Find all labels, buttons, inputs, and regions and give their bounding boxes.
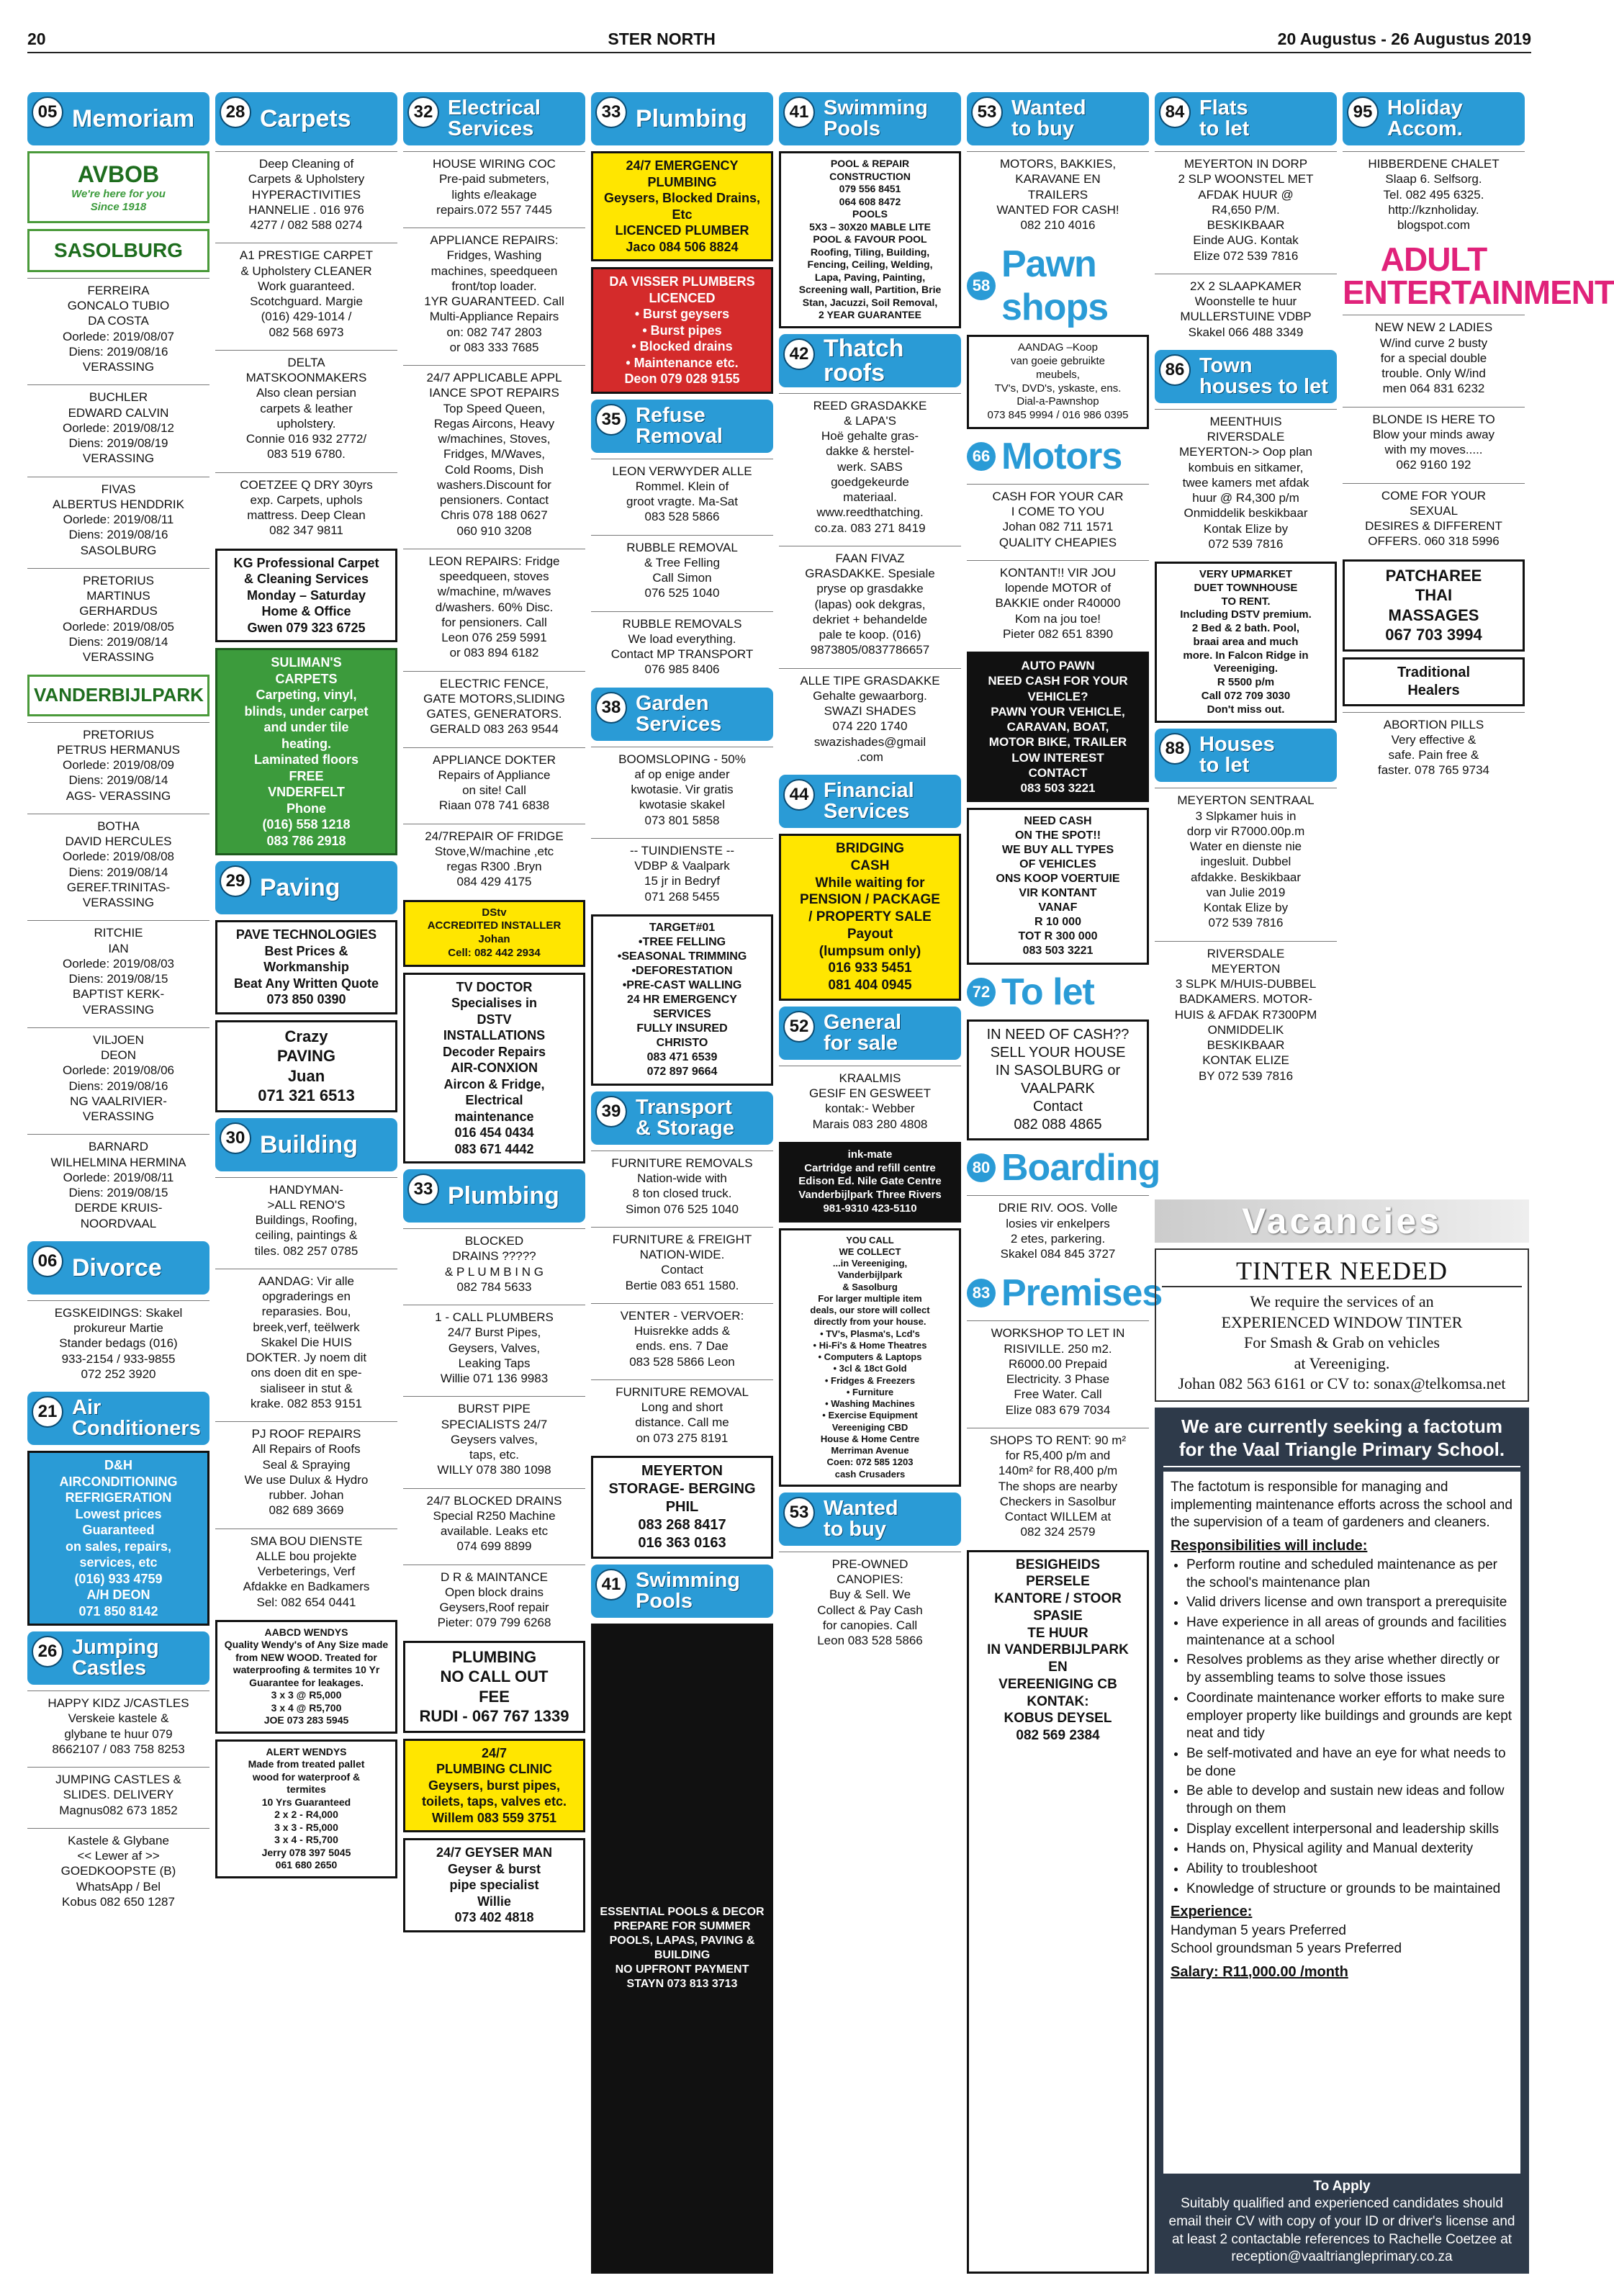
column-1 (27, 92, 209, 2274)
death-notice: VILJOEN DEON Oorlede: 2019/08/06 Diens: 2019/08/16 NG VAALRIVIER- VERASSING (27, 1027, 209, 1129)
pave-tech-ad: PAVE TECHNOLOGIES Best Prices & Workmanship Beat Any Written Quote 073 850 0390 (215, 920, 397, 1014)
death-notice: FERREIRA GONCALO TUBIO DA COSTA Oorlede: 2019/08/07 Diens: 2019/08/16 VERASSING (27, 278, 209, 379)
adult-ad: COME FOR YOUR SEXUAL DESIRES & DIFFERENT OFFERS. 060 318 5996 (1343, 483, 1525, 554)
section-town: 86 Town houses to let (1155, 350, 1337, 403)
experience-heading: Experience: (1171, 1904, 1253, 1920)
list-item: • Coordinate maintenance worker efforts to make sure employer property like buildings and grounds are kept neat and tidy (1186, 1690, 1513, 1743)
refuse-ad: LEON VERWYDER ALLE Rommel. Klein of groot vragte. Ma-Sat 083 528 5866 (591, 459, 773, 529)
section-swimming: 41 Swimming Pools (779, 92, 961, 145)
death-notice: PRETORIUS MARTINUS GERHARDUS Oorlede: 2019/08/05 Diens: 2019/08/14 VERASSING (27, 568, 209, 670)
section-carpets: 28 Carpets (215, 92, 397, 145)
plumbing-no-callout-ad: PLUMBING NO CALL OUT FEE RUDI - 067 767 1339 (403, 1641, 585, 1733)
factotum-title: We are currently seeking a factotum for the Vaal Triangle Primary School. (1163, 1415, 1520, 1467)
pool-repair-ad: POOL & REPAIR CONSTRUCTION 079 556 8451 064 608 8472 POOLS 5X3 – 30X20 MABLE LITE POOL & FAVOUR POOL Roofing, Tiling, Building, Fencing, Ceiling, Welding, Lapa, Paving, Painting, Screening wall, Partition, Brie Stan, Jacuzzi, Soil Removal, 2 YEAR GUARANTEE (779, 151, 961, 328)
death-notice: BUCHLER EDWARD CALVIN Oorlede: 2019/08/12 Diens: 2019/08/19 VERASSING (27, 384, 209, 470)
traditional-healers-ad: Traditional Healers (1343, 657, 1525, 706)
page-number: 20 (27, 30, 46, 48)
thatch-ad: FAAN FIVAZ GRASDAKKE. Spesiale pryse op grasdakke (lapas) ook dekgras, dekriet + behandelde pale te koop. (016) 9873805/0837786657 (779, 546, 961, 662)
kraalmis-ad: KRAALMIS GESIF EN GESWEET kontak:- Webber Marais 083 280 4808 (779, 1066, 961, 1136)
section-jumping: 26 Jumping Castles (27, 1631, 209, 1685)
transport-ad: FURNITURE & FREIGHT NATION-WIDE. Contact Bertie 083 651 1580. (591, 1227, 773, 1297)
garden-ad: BOOMSLOPING - 50% af op enige ander kwotasie. Vir gratis kwotasie skakel 073 801 5858 (591, 747, 773, 832)
death-notice: RITCHIE IAN Oorlede: 2019/08/03 Diens: 2019/08/15 BAPTIST KERK- VERASSING (27, 920, 209, 1022)
sell-house-ad: IN NEED OF CASH?? SELL YOUR HOUSE IN SASOLBURG or VAALPARK Contact 082 088 4865 (967, 1019, 1149, 1140)
transport-ad: VENTER - VERVOER: Huisrekke adds & ends. ens. 7 Dae 083 528 5866 Leon (591, 1303, 773, 1374)
building-ad: HANDYMAN- >ALL RENO'S Buildings, Roofing, ceiling, paintings & tiles. 082 257 0785 (215, 1177, 397, 1263)
electrical-ad: LEON REPAIRS: Fridge speedqueen, stoves w/machine, m/waves d/washers. 60% Disc. for pensioners. Call Leon 076 259 5991 or 083 894 6182 (403, 549, 585, 665)
list-item: • Hands on, Physical agility and Manual dexterity (1186, 1840, 1513, 1858)
section-thatch: 42 Thatch roofs (779, 334, 961, 387)
vacancies-banner: Vacancies (1155, 1199, 1529, 1243)
electrical-ad: APPLIANCE REPAIRS: Fridges, Washing machines, speedqueen front/top loader. 1YR GUARANTEED. Call Multi-Appliance Repairs on: 082 747 2803 or 083 333 7685 (403, 228, 585, 359)
issue-date: 20 Augustus - 26 Augustus 2019 (1277, 30, 1531, 48)
carpet-ad: DELTA MATSKOONMAKERS Also clean persian carpets & leather upholstery. Connie 016 932 2772/ 083 519 6780. (215, 350, 397, 467)
apply-text: Suitably qualified and experienced candidates should email their CV with copy of your ID or driver's license and at least 2 contactable references to Rachelle Coetzee at reception@vaaltriangleprimary.co.za (1168, 2196, 1515, 2265)
electrical-ad: 24/7 APPLICABLE APPL IANCE SPOT REPAIRS Top Speed Queen, Regas Aircons, Heavy w/machines, Stoves, Fridges, M/Waves, Cold Rooms, Dish washers.Discount for pensioners. Contact Chris 078 188 0627 060 910 3208 (403, 365, 585, 543)
section-garden: 38 Garden Services (591, 688, 773, 741)
plumbing-ad: D R & MAINTANCE Open block drains Geysers,Roof repair Pieter: 079 799 6268 (403, 1565, 585, 1635)
need-cash-ad: NEED CASH ON THE SPOT!! WE BUY ALL TYPES OF VEHICLES ONS KOOP VOERTUIE VIR KONTANT VANAF R 10 000 TOT R 300 000 083 503 3221 (967, 808, 1149, 965)
list-item: • Be able to develop and sustain new ideas and follow through on them (1186, 1783, 1513, 1818)
section-refuse: 35 Refuse Removal (591, 400, 773, 453)
adult-ad: BLONDE IS HERE TO Blow your minds away with my moves..... 062 9160 192 (1343, 407, 1525, 477)
auto-pawn-ad: AUTO PAWN NEED CASH FOR YOUR VEHICLE? PAWN YOUR VEHICLE, CARAVAN, BOAT, MOTOR BIKE, TRAILER LOW INTEREST CONTACT 083 503 3221 (967, 652, 1149, 802)
section-tolet: 72 To let (967, 971, 1149, 1014)
adult-ad: NEW NEW 2 LADIES W/ind curve 2 busty for a special double trouble. Only W/ind men 064 831 6232 (1343, 315, 1525, 400)
plumbing-ad: BURST PIPE SPECIALISTS 24/7 Geysers valves, taps, etc. WILLY 078 380 1098 (403, 1396, 585, 1482)
list-item: • Display excellent interpersonal and leadership skills (1186, 1821, 1513, 1839)
section-motors: 66 Motors (967, 435, 1149, 478)
alert-wendys-ad: ALERT WENDYS Made from treated pallet wood for waterproof & termites 10 Yrs Guaranteed 2 x 2 - R4,000 3 x 3 - R5,000 3 x 4 - R5,700 Jerry 078 397 5045 061 680 2650 (215, 1739, 397, 1878)
suliman-carpets-ad: SULIMAN'S CARPETS Carpeting, vinyl, blinds, under carpet and under tile heating. Laminated floors FREE VNDERFELT Phone (016) 558 1218 083 786 2918 (215, 648, 397, 855)
meyerton-storage-ad: MEYERTON STORAGE- BERGING PHIL 083 268 8417 016 363 0163 (591, 1456, 773, 1559)
houses-ad: RIVERSDALE MEYERTON 3 SLPK M/HUIS-DUBBEL BADKAMERS. MOTOR- HUIS & AFDAK R7300PM ONMIDDELIK BESKIKBAAR KONTAK ELIZE BY 072 539 7816 (1155, 941, 1337, 1088)
section-premises: 83 Premises (967, 1271, 1149, 1315)
besigheids-persele-ad: BESIGHEIDS PERSELE KANTORE / STOOR SPASIE TE HUUR IN VANDERBIJLPARK EN VEREENIGING CB KONTAK: KOBUS DEYSEL 082 569 2384 (967, 1550, 1149, 2274)
sasolburg-heading: SASOLBURG (27, 229, 209, 272)
pawn-ad: AANDAG –Koop van goeie gebruikte meubels, TV's, DVD's, yskaste, ens. Dial-a-Pawnshop 073 845 9994 / 016 986 0395 (967, 335, 1149, 429)
thai-massage-ad: PATCHAREE THAI MASSAGES 067 703 3994 (1343, 559, 1525, 652)
holiday-ad: HIBBERDENE CHALET Slaap 6. Selfsorg. Tel. 082 495 6325. http://kznholiday. blogspot.com (1343, 151, 1525, 237)
building-ad: PJ ROOF REPAIRS All Repairs of Roofs Seal & Spraying We use Dulux & Hydro rubber. Johan 082 689 3669 (215, 1421, 397, 1523)
flats-ad: 2X 2 SLAAPKAMER Woonstelle te huur MULLERSTUINE VDBP Skakel 066 488 3349 (1155, 274, 1337, 344)
apply-heading: To Apply (1313, 2178, 1371, 2194)
responsibilities-list (1171, 1557, 1513, 1898)
column-3 (403, 92, 585, 2274)
transport-ad: FURNITURE REMOVAL Long and short distance. Call me on 073 275 8191 (591, 1379, 773, 1450)
death-notice: BOTHA DAVID HERCULES Oorlede: 2019/08/08 Diens: 2019/08/14 GEREF.TRINITAS- VERASSING (27, 814, 209, 915)
motor-ad: KONTANT!! VIR JOU lopende MOTOR of BAKKIE onder R40000 Kom na jou toe! Pieter 082 651 8390 (967, 560, 1149, 646)
adult-entertainment-heading: ADULT ENTERTAINMENT (1343, 240, 1614, 312)
electrical-ad: 24/7REPAIR OF FRIDGE Stove,W/machine ,etc regas R300 .Bryn 084 429 4175 (403, 824, 585, 894)
crazy-paving-ad: Crazy PAVING Juan 071 321 6513 (215, 1020, 397, 1112)
classifieds-grid (27, 92, 1614, 2274)
column-8 (1343, 92, 1614, 1194)
paper-name: STER NORTH (608, 30, 716, 48)
section-wanted: 53 Wanted to buy (779, 1493, 961, 1546)
jumping-ad: JUMPING CASTLES & SLIDES. DELIVERY Magnus082 673 1852 (27, 1767, 209, 1822)
dh-aircon-ad: D&H AIRCONDITIONING REFRIGERATION Lowest prices Guaranteed on sales, repairs, services, etc (016) 933 4759 A/H DEON 071 850 8142 (27, 1451, 209, 1626)
upmarket-duet-ad: VERY UPMARKET DUET TOWNHOUSE TO RENT. Including DSTV premium. 2 Bed & 2 bath. Pool, braai area and much more. In Falcon Ridge in Vereeniging. R 5500 p/m Call 072 709 3030 Don't miss out. (1155, 562, 1337, 723)
bridging-cash-ad: BRIDGING CASH While waiting for PENSION / PACKAGE / PROPERTY SALE Payout (lumpsum only) 016 933 5451 081 404 0945 (779, 834, 961, 1001)
list-item: • Resolves problems as they arise whether directly or by assembling teams to solve those issues (1186, 1652, 1513, 1687)
carpet-ad: A1 PRESTIGE CARPET & Upholstery CLEANER Work guaranteed. Scotchguard. Margie (016) 429-1014 / 082 568 6973 (215, 243, 397, 344)
jumping-ad: HAPPY KIDZ J/CASTLES Verskeie kastele & glybane te huur 079 8662107 / 083 758 8253 (27, 1691, 209, 1761)
columns-7-8 (1155, 92, 1614, 2274)
section-holiday: 95 Holiday Accom. (1343, 92, 1525, 145)
factotum-intro: The factotum is responsible for managing and implementing maintenance efforts across the school and the supervision of a team of gardeners and cleaners. (1171, 1479, 1512, 1531)
houses-ad: MEYERTON SENTRAAL 3 Slpkamer huis in dorp vir R7000.00p.m Water en dienste nie ingesluit. Dubbel afdakke. Beskikbaar van Julie 2019 Kontak Elize by 072 539 7816 (1155, 788, 1337, 935)
death-notice: FIVAS ALBERTUS HENDDRIK Oorlede: 2019/08/11 Diens: 2019/08/16 SASOLBURG (27, 477, 209, 562)
divorce-ad: EGSKEIDINGS: Skakel prokureur Martie Stander bedags (016) 933-2154 / 933-9855 072 252 3920 (27, 1300, 209, 1386)
wanted-ad: MOTORS, BAKKIES, KARAVANE EN TRAILERS WANTED FOR CASH! 082 210 4016 (967, 151, 1149, 237)
section-flats: 84 Flats to let (1155, 92, 1337, 145)
abortion-ad: ABORTION PILLS Very effective & safe. Pain free & faster. 078 765 9734 (1343, 712, 1525, 783)
property-entertainment-area (1155, 92, 1614, 1194)
list-item: • Valid drivers license and own transport a prerequisite (1186, 1594, 1513, 1612)
da-visser-plumbers-ad: DA VISSER PLUMBERS LICENCED • Burst geysers • Burst pipes • Blocked drains • Maintenance etc. Deon 079 028 9155 (591, 267, 773, 394)
column-7 (1155, 92, 1337, 1194)
list-item: • Knowledge of structure or grounds to be maintained (1186, 1881, 1513, 1899)
geyser-man-ad: 24/7 GEYSER MAN Geyser & burst pipe specialist Willie 073 402 4818 (403, 1838, 585, 1932)
electrical-ad: HOUSE WIRING COC Pre-paid submeters, lights e/leakage repairs.072 557 7445 (403, 151, 585, 222)
apply-block (1163, 2178, 1520, 2266)
section-memoriam: 05 Memoriam (27, 92, 209, 145)
section-plumbing: 33 Plumbing (591, 92, 773, 145)
page-header (27, 29, 1531, 53)
inkmate-ad: ink-mate Cartridge and refill centre Edison Ed. Nile Gate Centre Vanderbijlpark Three Rivers 981-9310 423-5110 (779, 1142, 961, 1223)
aabcd-wendys-ad: AABCD WENDYS Quality Wendy's of Any Size made from NEW WOOD. Treated for waterproofing & termites 10 Yr Guarantee for leakages. 3 x 3 @ R5,000 3 x 4 @ R5,700 JOE 073 283 5945 (215, 1620, 397, 1734)
electrical-ad: APPLIANCE DOKTER Repairs of Appliance on site! Call Riaan 078 741 6838 (403, 747, 585, 818)
factotum-body (1163, 1472, 1520, 2174)
responsibilities-heading: Responsibilities will include: (1171, 1538, 1368, 1554)
flats-ad: MEYERTON IN DORP 2 SLP WOONSTEL MET AFDAK HUUR @ R4,650 P/M. BESKIKBAAR Einde AUG. Kontak Elize 072 539 7816 (1155, 151, 1337, 268)
list-item: • Have experience in all areas of grounds and facilities maintenance at a school (1186, 1614, 1513, 1649)
tinter-body: We require the services of an EXPERIENCED WINDOW TINTER For Smash & Grab on vehicles at Vereeniging. Johan 082 563 6161 or CV to: sonax@telkomsa.net (1178, 1292, 1506, 1393)
section-pawn: 58 Pawn shops (967, 243, 1149, 329)
vanderbijlpark-heading: VANDERBIJLPARK (27, 675, 209, 716)
kg-carpet-ad: KG Professional Carpet & Cleaning Services Monday – Saturday Home & Office Gwen 079 323 6725 (215, 549, 397, 643)
section-wanted: 53 Wanted to buy (967, 92, 1149, 145)
section-divorce: 06 Divorce (27, 1241, 209, 1295)
emergency-plumbing-ad: 24/7 EMERGENCY PLUMBING Geysers, Blocked Drains, Etc LICENCED PLUMBER Jaco 084 506 8824 (591, 151, 773, 261)
list-item: • Perform routine and scheduled maintenance as per the school's maintenance plan (1186, 1557, 1513, 1592)
section-building: 30 Building (215, 1118, 397, 1171)
plumbing-ad: BLOCKED DRAINS ????? & P L U M B I N G 082 784 5633 (403, 1228, 585, 1299)
section-houses: 88 Houses to let (1155, 729, 1337, 782)
building-ad: SMA BOU DIENSTE ALLE bou projekte Verbeterings, Verf Afdakke en Badkamers Sel: 082 654 0441 (215, 1529, 397, 1614)
essential-pools-ad: ESSENTIAL POOLS & DECOR PREPARE FOR SUMMER POOLS, LAPAS, PAVING & BUILDING NO UPFRONT PAYMENT STAYN 073 813 3713 (591, 1624, 773, 2274)
motor-ad: CASH FOR YOUR CAR I COME TO YOU Johan 082 711 1571 QUALITY CHEAPIES (967, 484, 1149, 554)
plumbing-ad: 1 - CALL PLUMBERS 24/7 Burst Pipes, Geysers, Valves, Leaking Taps Willie 071 136 9983 (403, 1305, 585, 1390)
transport-ad: FURNITURE REMOVALS Nation-wide with 8 ton closed truck. Simon 076 525 1040 (591, 1151, 773, 1221)
section-boarding: 80 Boarding (967, 1146, 1149, 1189)
wanted-ad: PRE-OWNED CANOPIES: Buy & Sell. We Collect & Pay Cash for canopies. Call Leon 083 528 5866 (779, 1552, 961, 1653)
column-2 (215, 92, 397, 2274)
section-plumbing: 33 Plumbing (403, 1169, 585, 1223)
thatch-ad: ALLE TIPE GRASDAKKE Gehalte gewaarborg. SWAZI SHADES 074 220 1740 swazishades@gmail .com (779, 668, 961, 770)
death-notice: BARNARD WILHELMINA HERMINA Oorlede: 2019/08/11 Diens: 2019/08/15 DERDE KRUIS- NOORDVAAL (27, 1134, 209, 1235)
tinter-needed-ad (1155, 1248, 1529, 1402)
dstv-installer-ad: DStv ACCREDITED INSTALLER Johan Cell: 082 442 2934 (403, 900, 585, 967)
thatch-ad: REED GRASDAKKE & LAPA'S Hoë gehalte gras- dakke & herstel- werk. SABS goedgekeurde materiaal. www.reedthatching. co.za. 083 271 8419 (779, 393, 961, 540)
section-paving: 29 Paving (215, 861, 397, 914)
premises-ad: SHOPS TO RENT: 90 m² for R5,400 p/m and 140m² for R8,400 p/m The shops are nearby Checkers in Sasolbur Contact WILLEM at 082 324 2579 (967, 1428, 1149, 1544)
avbob-logo: AVBOB We're here for you Since 1918 (27, 151, 209, 223)
premises-ad: WORKSHOP TO LET IN RISIVILLE. 250 m2. R6000.00 Prepaid Electricity. 3 Phase Free Water. Call Elize 083 679 7034 (967, 1320, 1149, 1422)
target-tree-felling-ad: TARGET#01 •TREE FELLING •SEASONAL TRIMMING •DEFORESTATION •PRE-CAST WALLING 24 HR EMERGENCY SERVICES FULLY INSURED CHRISTO 083 471 6539 072 897 9664 (591, 914, 773, 1086)
refuse-ad: RUBBLE REMOVAL & Tree Felling Call Simon 076 525 1040 (591, 535, 773, 605)
column-4 (591, 92, 773, 2274)
section-swimming: 41 Swimming Pools (591, 1565, 773, 1618)
salary-text: Salary: R11,000.00 /month (1171, 1963, 1348, 1980)
town-ad: MEENTHUIS RIVERSDALE MEYERTON-> Oop plan kombuis en sitkamer, twee kamers met afdak huur @ R4,300 p/m Onmiddelik beskikbaar Kontak Elize by 072 539 7816 (1155, 409, 1337, 556)
boarding-ad: DRIE RIV. OOS. Volle losies vir enkelpers 2 etes, parkering. Skakel 084 845 3727 (967, 1195, 1149, 1266)
building-ad: AANDAG: Vir alle opgraderings en reparasies. Bou, breek,verf, teëlwerk Skakel Die HUIS DOKTER. Jy noem dit ons doen dit en spe- sialiseer in stut & krake. 082 853 9151 (215, 1269, 397, 1415)
jumping-ad: Kastele & Glybane << Lewer af >> GOEDKOOPSTE (B) WhatsApp / Bel Kobus 082 650 1287 (27, 1828, 209, 1914)
factotum-ad (1155, 1408, 1529, 2274)
plumbing-clinic-ad: 24/7 PLUMBING CLINIC Geysers, burst pipes, toilets, taps, valves etc. Willem 083 559 3751 (403, 1739, 585, 1833)
column-6 (967, 92, 1163, 2274)
plumbing-ad: 24/7 BLOCKED DRAINS Special R250 Machine available. Leaks etc 074 699 8899 (403, 1488, 585, 1559)
refuse-ad: RUBBLE REMOVALS We load everything. Contact MP TRANSPORT 076 985 8406 (591, 611, 773, 682)
experience-text: Handyman 5 years Preferred School groundsman 5 years Preferred (1171, 1923, 1402, 1957)
carpet-ad: COETZEE Q DRY 30yrs exp. Carpets, uphols mattress. Deep Clean 082 347 9811 (215, 472, 397, 543)
list-item: • Ability to troubleshoot (1186, 1860, 1513, 1878)
section-transport: 39 Transport & Storage (591, 1091, 773, 1145)
column-5 (779, 92, 961, 2274)
death-notice: PRETORIUS PETRUS HERMANUS Oorlede: 2019/08/09 Diens: 2019/08/14 AGS- VERASSING (27, 722, 209, 808)
list-item: • Be self-motivated and have an eye for what needs to be done (1186, 1745, 1513, 1780)
tv-doctor-ad: TV DOCTOR Specialises in DSTV INSTALLATIONS Decoder Repairs AIR-CONXION Aircon & Fridge, Electrical maintenance 016 454 0434 083 671 4442 (403, 973, 585, 1164)
section-financial: 44 Financial Services (779, 775, 961, 828)
section-air: 21 Air Conditioners (27, 1392, 209, 1445)
section-electrical: 32 Electrical Services (403, 92, 585, 145)
carpet-ad: Deep Cleaning of Carpets & Upholstery HYPERACTIVITIES HANNELIE . 016 976 4277 / 082 588 0274 (215, 151, 397, 237)
garden-ad: -- TUINDIENSTE -- VDBP & Vaalpark 15 jr in Bedryf 071 268 5455 (591, 838, 773, 909)
electrical-ad: ELECTRIC FENCE, GATE MOTORS,SLIDING GATES, GENERATORS. GERALD 083 263 9544 (403, 671, 585, 742)
cash-crusaders-ad: YOU CALL WE COLLECT ...in Vereeniging, Vanderbijlpark & Sasolburg For larger multiple item deals, our store will collect directly from your house. • TV's, Plasma's, Lcd's • Hi-Fi's & Home Theatres • Computers & Laptops • 3cl & 18ct Gold • Fridges & Freezers • Furniture • Washing Machines • Exercise Equipment Vereeniging CBD House & Home Centre Merriman Avenue Coen: 072 585 1203 cash Crusaders (779, 1228, 961, 1487)
section-general: 52 General for sale (779, 1007, 961, 1060)
tinter-title: TINTER NEEDED (1162, 1256, 1522, 1287)
